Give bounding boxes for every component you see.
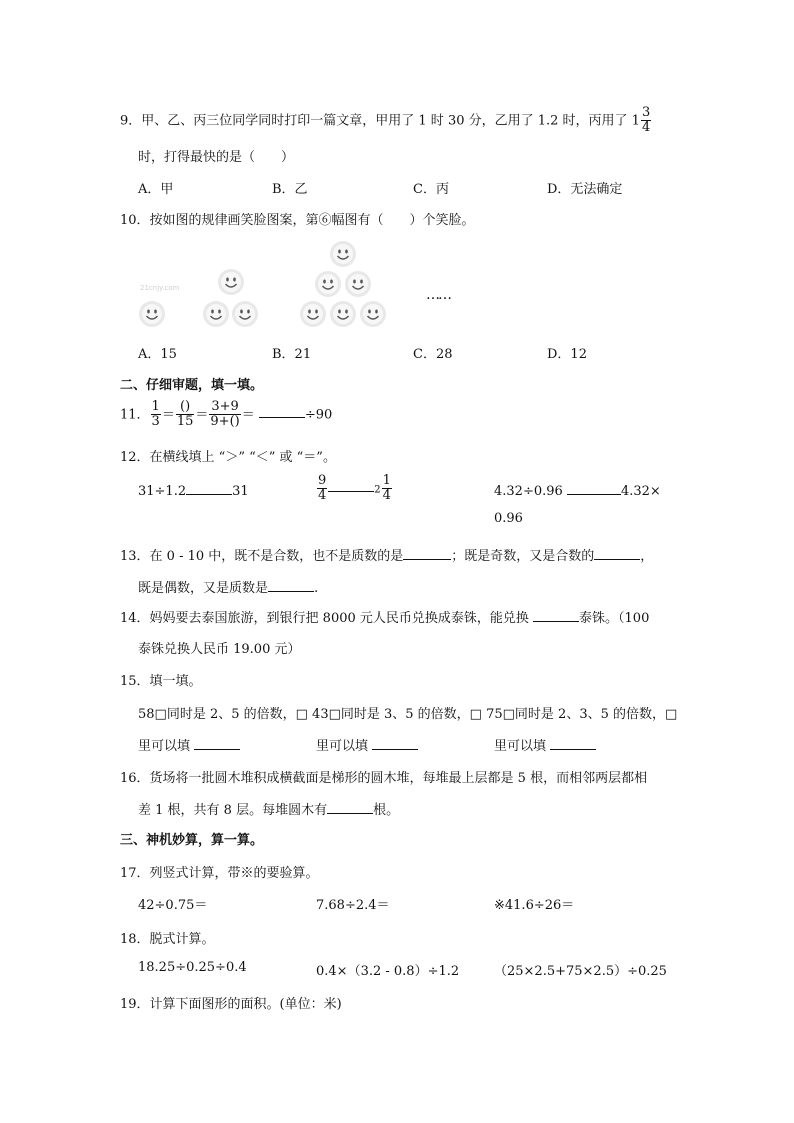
q16-line1: 16．货场将一批圆木堆积成横截面是梯形的圆木堆，每堆最上层都是 5 根，而相邻两层都相 (120, 771, 648, 786)
section-heading-3: 三、神机妙算，算一算。 (120, 833, 264, 848)
q13-text-c: ， (640, 549, 654, 564)
answer-blank[interactable] (259, 404, 305, 418)
smiley-icon (299, 300, 327, 328)
q9-line2: 时，打得最快的是（ ） (138, 150, 295, 165)
smiley-icon (329, 240, 357, 268)
q14-line1 (120, 607, 649, 626)
smiley-icon (314, 270, 342, 298)
answer-blank[interactable] (327, 800, 373, 814)
q11-fraction-3 (209, 400, 240, 430)
q13-text-a: 13．在 0 - 10 中，既不是合数，也不是质数的是 (120, 549, 404, 564)
q12-c-right: 4.32× (620, 484, 661, 499)
q13-line1 (120, 545, 653, 564)
answer-blank[interactable] (186, 481, 232, 495)
watermark: 21cnjy.com (140, 284, 180, 292)
q14-text-a: 14．妈妈要去泰国旅游，到银行把 8000 元人民币兑换成泰铢，能兑换 (120, 611, 534, 626)
section-heading-2: 二、仔细审题，填一填。 (120, 378, 264, 393)
q11-fraction-1 (151, 400, 161, 430)
frac-num: 3+9 (211, 399, 239, 414)
q10-option-a[interactable]: A．15 (138, 347, 177, 362)
smiley-icon (344, 270, 372, 298)
frac-den: 3 (151, 414, 160, 430)
q12-b-mixed-fraction (382, 474, 392, 504)
q13-text-e: . (314, 581, 319, 596)
answer-blank[interactable] (550, 736, 596, 750)
q9-option-d[interactable]: D．无法确定 (547, 182, 623, 197)
ellipsis: …… (426, 287, 450, 303)
q18-text: 18．脱式计算。 (120, 932, 215, 947)
q9-frac-num: 3 (641, 105, 651, 120)
frac-num: 9 (318, 473, 327, 488)
frac-den: 15 (176, 414, 194, 430)
q9-line1 (120, 106, 652, 136)
q15-fill-label: 里可以填 (138, 739, 195, 754)
q15-title: 15．填一填。 (120, 674, 202, 689)
answer-blank[interactable] (328, 478, 374, 492)
q11-number: 11． (120, 407, 150, 423)
q15-fill-label: 里可以填 (494, 739, 551, 754)
q17-item-2: 7.68÷2.4＝ (316, 898, 390, 913)
frac-num: 1 (151, 399, 160, 414)
answer-blank[interactable] (194, 736, 240, 750)
q16-text-b: 根。 (373, 803, 400, 818)
equals-sign: ＝ (195, 407, 209, 423)
q10-option-c[interactable]: C．28 (413, 347, 453, 362)
frac-den: 9+() (210, 414, 240, 430)
equals-sign: ＝ (161, 407, 175, 423)
answer-blank[interactable] (372, 736, 418, 750)
frac-num: () (176, 400, 195, 415)
q15-line1: 58□同时是 2、5 的倍数，□ 43□同时是 3、5 的倍数，□ 75□同时是 2、3、5 的倍数，□ (138, 707, 678, 722)
q12-item-c (494, 481, 661, 499)
smiley-icon (231, 300, 259, 328)
q9-frac-den: 4 (641, 120, 651, 136)
q10-option-b[interactable]: B．21 (272, 347, 312, 362)
q9-option-c[interactable]: C．丙 (413, 182, 449, 197)
smiley-icon (217, 268, 245, 296)
q12-a-left: 31÷1.2 (138, 484, 187, 499)
smiley-icon (138, 300, 166, 328)
smiley-icon (202, 300, 230, 328)
answer-blank[interactable] (403, 546, 451, 560)
answer-blank[interactable] (594, 546, 640, 560)
q18-item-3: （25×2.5+75×2.5）÷0.25 (494, 964, 667, 979)
q19-text: 19．计算下面图形的面积。(单位：米) (120, 997, 342, 1012)
q16-line2 (138, 799, 399, 818)
q16-text-a: 差 1 根，共有 8 层。每堆圆木有 (138, 803, 328, 818)
smiley-icon (359, 300, 387, 328)
q9-option-a[interactable]: A．甲 (138, 182, 174, 197)
equals-sign: ＝ (241, 407, 255, 423)
frac-den: 4 (318, 488, 327, 504)
q9-text: 9．甲、乙、丙三位同学同时打印一篇文章，甲用了 1 时 30 分，乙用了 1.2 时，丙用了 1 (120, 113, 640, 129)
q13-text-b: ；既是奇数，又是合数的 (451, 549, 595, 564)
q12-item-b (316, 474, 393, 504)
q13-line2 (138, 577, 318, 596)
q15-fill-label: 里可以填 (316, 739, 373, 754)
q17-text: 17．列竖式计算，带※的要验算。 (120, 866, 319, 881)
q12-c-wrap: 0.96 (494, 511, 523, 526)
q12-item-a (138, 481, 249, 499)
frac-den: 4 (382, 488, 391, 504)
q14-text-b: 泰铢。（100 (579, 611, 650, 626)
q15-fill-1 (138, 735, 240, 754)
answer-blank[interactable] (533, 608, 579, 622)
q15-fill-3 (494, 735, 596, 754)
answer-blank[interactable] (567, 481, 621, 495)
q17-item-3: ※41.6÷26＝ (494, 898, 575, 913)
q12-b-fraction (317, 474, 327, 504)
q13-text-d: 既是偶数，又是质数是 (138, 581, 269, 596)
q12-text: 12．在横线填上 “＞” “＜” 或 “＝”。 (120, 450, 336, 465)
q12-b-whole: 2 (374, 484, 381, 496)
q12-a-right: 31 (232, 484, 249, 499)
q12-c-left: 4.32÷0.96 (494, 484, 563, 499)
frac-num: 1 (382, 473, 391, 488)
q18-item-1: 18.25÷0.25÷0.4 (138, 960, 247, 975)
q9-option-b[interactable]: B．乙 (272, 182, 308, 197)
q14-line2: 泰铢兑换人民币 19.00 元） (138, 642, 301, 657)
answer-blank[interactable] (268, 578, 314, 592)
q15-fill-2 (316, 735, 418, 754)
q10-option-d[interactable]: D．12 (547, 347, 587, 362)
q11-fraction-2 (176, 400, 195, 430)
q11-tail: ÷90 (304, 407, 333, 423)
q18-item-2: 0.4×（3.2 - 0.8）÷1.2 (316, 964, 460, 979)
q10-text: 10．按如图的规律画笑脸图案，第⑥幅图有（ ）个笑脸。 (120, 213, 475, 228)
q17-item-1: 42÷0.75＝ (138, 898, 208, 913)
smiley-icon (329, 300, 357, 328)
q11-line (120, 400, 332, 430)
q9-fraction (641, 106, 651, 136)
